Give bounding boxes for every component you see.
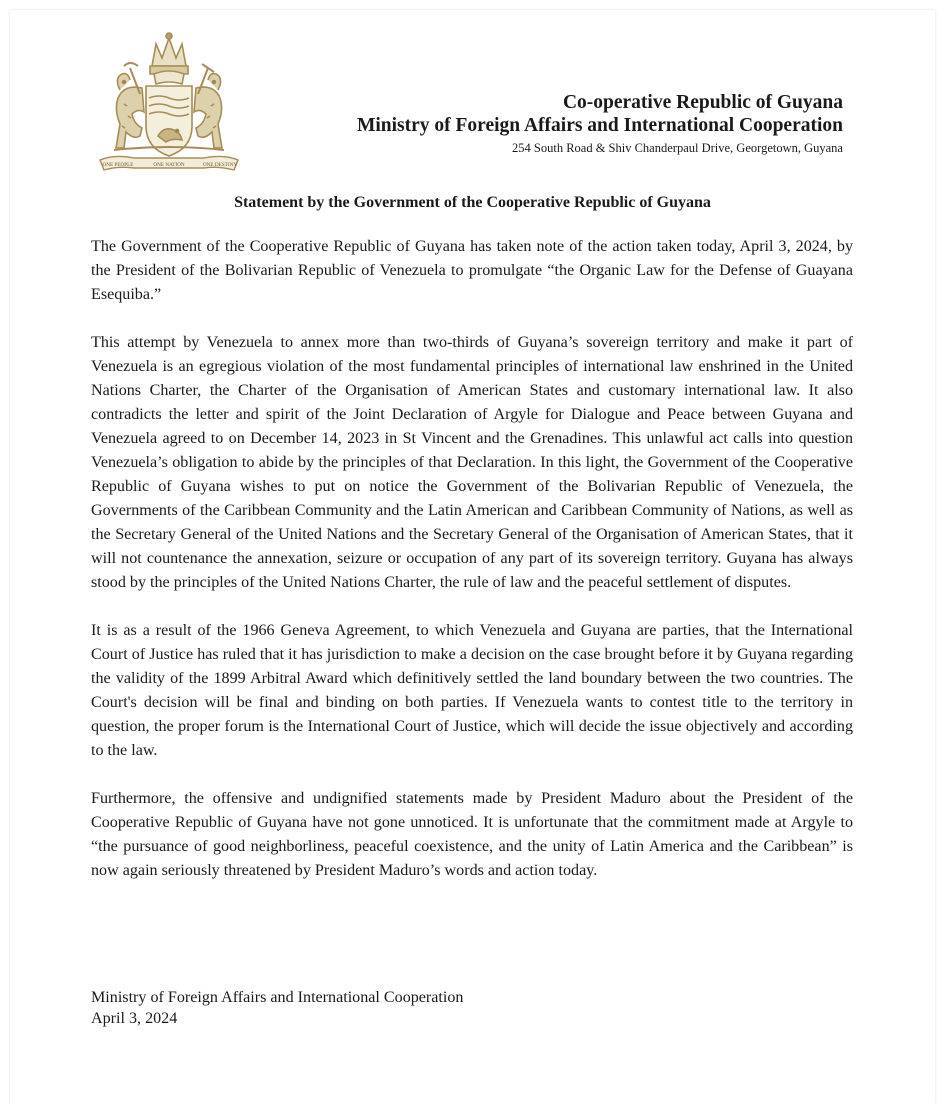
- ministry-address: 254 South Road & Shiv Chanderpaul Drive, Georgetown, Guyana: [512, 141, 843, 155]
- paragraph-2: This attempt by Venezuela to annex more than two-thirds of Guyana’s sovereign territory and make it part of Venezuela is an egregious violation of the most fundamental principles of international law enshrined in the United Nations Charter, the Charter of the Organisation of American States and customary international law. It also contradicts the letter and spirit of the Joint Declaration of Argyle for Dialogue and Peace between Guyana and Venezuela agreed to on December 14, 2023 in St Vincent and the Grenadines. This unlawful act calls into question Venezuela’s obligation to abide by the principles of that Declaration. In this light, the Government of the Cooperative Republic of Guyana wishes to put on notice the Government of the Bolivarian Republic of Venezuela, the Governments of the Caribbean Community and the Latin American and Caribbean Community of Nations, as well as the Secretary General of the United Nations and the Secretary General of the Organisation of American States, that it will not countenance the annexation, seizure or occupation of any part of its sovereign territory. Guyana has always stood by the principles of the United Nations Charter, the rule of law and the peaceful settlement of disputes.: [91, 334, 853, 591]
- country-name: Co-operative Republic of Guyana: [562, 92, 843, 113]
- signature-date: April 3, 2024: [91, 1010, 178, 1027]
- signature-organization: Ministry of Foreign Affairs and International Cooperation: [91, 989, 464, 1006]
- paragraph-3: It is as a result of the 1966 Geneva Agreement, to which Venezuela and Guyana are parties, that the International Court of Justice has ruled that it has jurisdiction to make a decision on the case brought before it by Guyana regarding the validity of the 1899 Arbitral Award which definitively settled the land boundary between the two countries. The Court's decision will be final and binding on both parties. If Venezuela wants to contest title to the territory in question, the proper forum is the International Court of Justice, which will decide the issue objectively and according to the law.: [91, 622, 853, 759]
- paragraph-1: The Government of the Cooperative Republic of Guyana has taken note of the action taken today, April 3, 2024, by the President of the Bolivarian Republic of Venezuela to promulgate “the Organic Law for the Defense of Guayana Esequiba.”: [91, 238, 853, 303]
- paragraph-4: Furthermore, the offensive and undignified statements made by President Maduro about the President of the Cooperative Republic of Guyana have not gone unnoticed. It is unfortunate that the commitment made at Argyle to “the pursuance of good neighborliness, peaceful coexistence, and the unity of Latin America and the Caribbean” is now again seriously threatened by President Maduro’s words and action today.: [91, 790, 853, 879]
- letterhead: [283, 92, 843, 156]
- motto-left-text: ONE PEOPLE: [102, 162, 134, 168]
- motto-right-text: ONE DESTINY: [202, 162, 238, 168]
- guyana-coat-of-arms-icon: [94, 28, 244, 178]
- signature-block: [91, 987, 463, 1029]
- statement-body: [91, 235, 853, 907]
- motto-center-text: ONE NATION: [153, 162, 185, 168]
- document-page: [10, 10, 935, 1104]
- ministry-name: Ministry of Foreign Affairs and International Cooperation: [356, 115, 843, 136]
- statement-title: Statement by the Government of the Cooperative Republic of Guyana: [234, 194, 711, 211]
